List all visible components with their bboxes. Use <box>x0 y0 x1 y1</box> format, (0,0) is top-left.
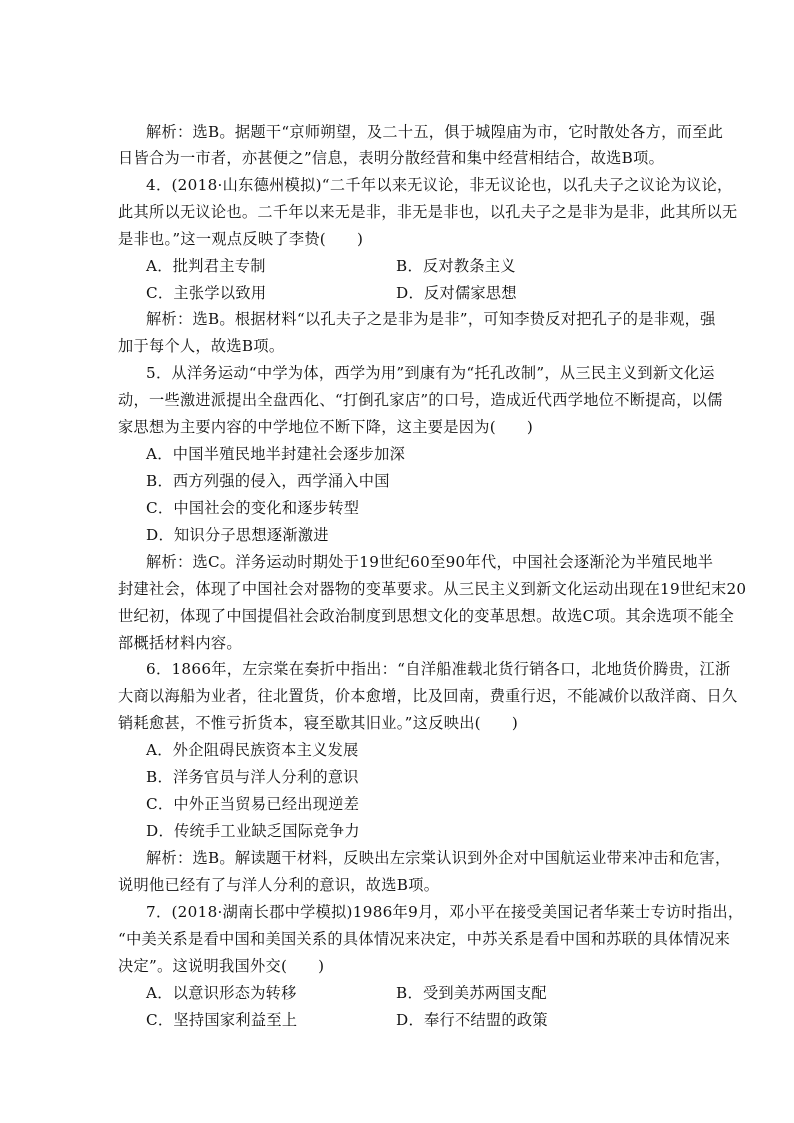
q6-option-a: A．外企阻碍民族资本主义发展 <box>146 741 359 759</box>
q5-analysis-line-2: 封建社会，体现了中国社会对器物的变革要求。从三民主义到新文化运动出现在19世纪末20 <box>118 580 747 598</box>
q7-option-b: B．受到美苏两国支配 <box>396 984 547 1002</box>
q5-option-c: C．中国社会的变化和逐步转型 <box>146 499 360 517</box>
q7-stem-line-1: 7．(2018·湖南长郡中学模拟)1986年9月，邓小平在接受美国记者华莱士专访时指出， <box>146 903 744 921</box>
q6-option-d: D．传统手工业缺乏国际竞争力 <box>146 822 360 840</box>
q6-stem-line-1: 6．1866年，左宗棠在奏折中指出：“自洋船准载北货行销各口，北地货价腾贵，江浙 <box>146 660 731 678</box>
q6-stem-line-3: 销耗愈甚，不惟亏折货本，寝至歇其旧业。”这反映出( ) <box>118 714 519 732</box>
q4-option-a: A．批判君主专制 <box>146 257 266 275</box>
q6-option-c: C．中外正当贸易已经出现逆差 <box>146 795 360 813</box>
q7-option-c: C．坚持国家利益至上 <box>146 1011 298 1029</box>
q3-analysis-line-2: 日皆合为一市者，亦甚便之”信息，表明分散经营和集中经营相结合，故选B项。 <box>118 149 665 167</box>
q5-option-b: B．西方列强的侵入，西学涌入中国 <box>146 472 390 490</box>
q7-stem-line-3: 决定”。这说明我国外交( ) <box>118 957 325 975</box>
q4-analysis-line-2: 加于每个人，故选B项。 <box>118 337 285 355</box>
q7-option-a: A．以意识形态为转移 <box>146 984 297 1002</box>
q5-option-d: D．知识分子思想逐渐激进 <box>146 526 329 544</box>
q6-option-b: B．洋务官员与洋人分利的意识 <box>146 768 359 786</box>
q4-option-b: B．反对教条主义 <box>396 257 516 275</box>
q7-option-d: D．奉行不结盟的政策 <box>396 1011 548 1029</box>
q4-stem-line-2: 此其所以无议论也。二千年以来无是非，非无是非也，以孔夫子之是非为是非，此其所以无 <box>118 203 738 221</box>
q5-stem-line-3: 家思想为主要内容的中学地位不断下降，这主要是因为( ) <box>118 418 534 436</box>
q4-option-d: D．反对儒家思想 <box>396 284 517 302</box>
q5-option-a: A．中国半殖民地半封建社会逐步加深 <box>146 445 406 463</box>
q5-stem-line-1: 5．从洋务运动“中学为体，西学为用”到康有为“托孔改制”，从三民主义到新文化运 <box>146 364 715 382</box>
q5-analysis-line-4: 部概括材料内容。 <box>118 634 242 652</box>
q5-analysis-line-3: 世纪初，体现了中国提倡社会政治制度到思想文化的变革思想。故选C项。其余选项不能全 <box>118 607 734 625</box>
q6-analysis-line-2: 说明他已经有了与洋人分利的意识，故选B项。 <box>118 876 440 894</box>
q3-analysis-line-1: 解析：选B。据题干“京师朔望，及二十五，俱于城隍庙为市，它时散处各方，而至此 <box>146 123 724 141</box>
q4-stem-line-1: 4．(2018·山东德州模拟)“二千年以来无议论，非无议论也，以孔夫子之议论为议论， <box>146 176 733 194</box>
q6-analysis-line-1: 解析：选B。解读题干材料，反映出左宗棠认识到外企对中国航运业带来冲击和危害， <box>146 849 731 867</box>
q4-option-c: C．主张学以致用 <box>146 284 267 302</box>
q4-analysis-line-1: 解析：选B。根据材料“以孔夫子之是非为是非”，可知李贽反对把孔子的是非观，强 <box>146 310 716 328</box>
q7-stem-line-2: “中美关系是看中国和美国关系的具体情况来决定，中苏关系是看中国和苏联的具体情况来 <box>118 930 731 948</box>
q6-stem-line-2: 大商以海船为业者，往北置货，价本愈增，比及回南，费重行迟，不能减价以敌洋商、日久 <box>118 687 738 705</box>
q4-stem-line-3: 是非也。”这一观点反映了李贽( ) <box>118 230 364 248</box>
q5-analysis-line-1: 解析：选C。洋务运动时期处于19世纪60至90年代，中国社会逐渐沦为半殖民地半 <box>146 553 714 571</box>
q5-stem-line-2: 动，一些激进派提出全盘西化、“打倒孔家店”的口号，造成近代西学地位不断提高，以儒 <box>118 391 723 409</box>
